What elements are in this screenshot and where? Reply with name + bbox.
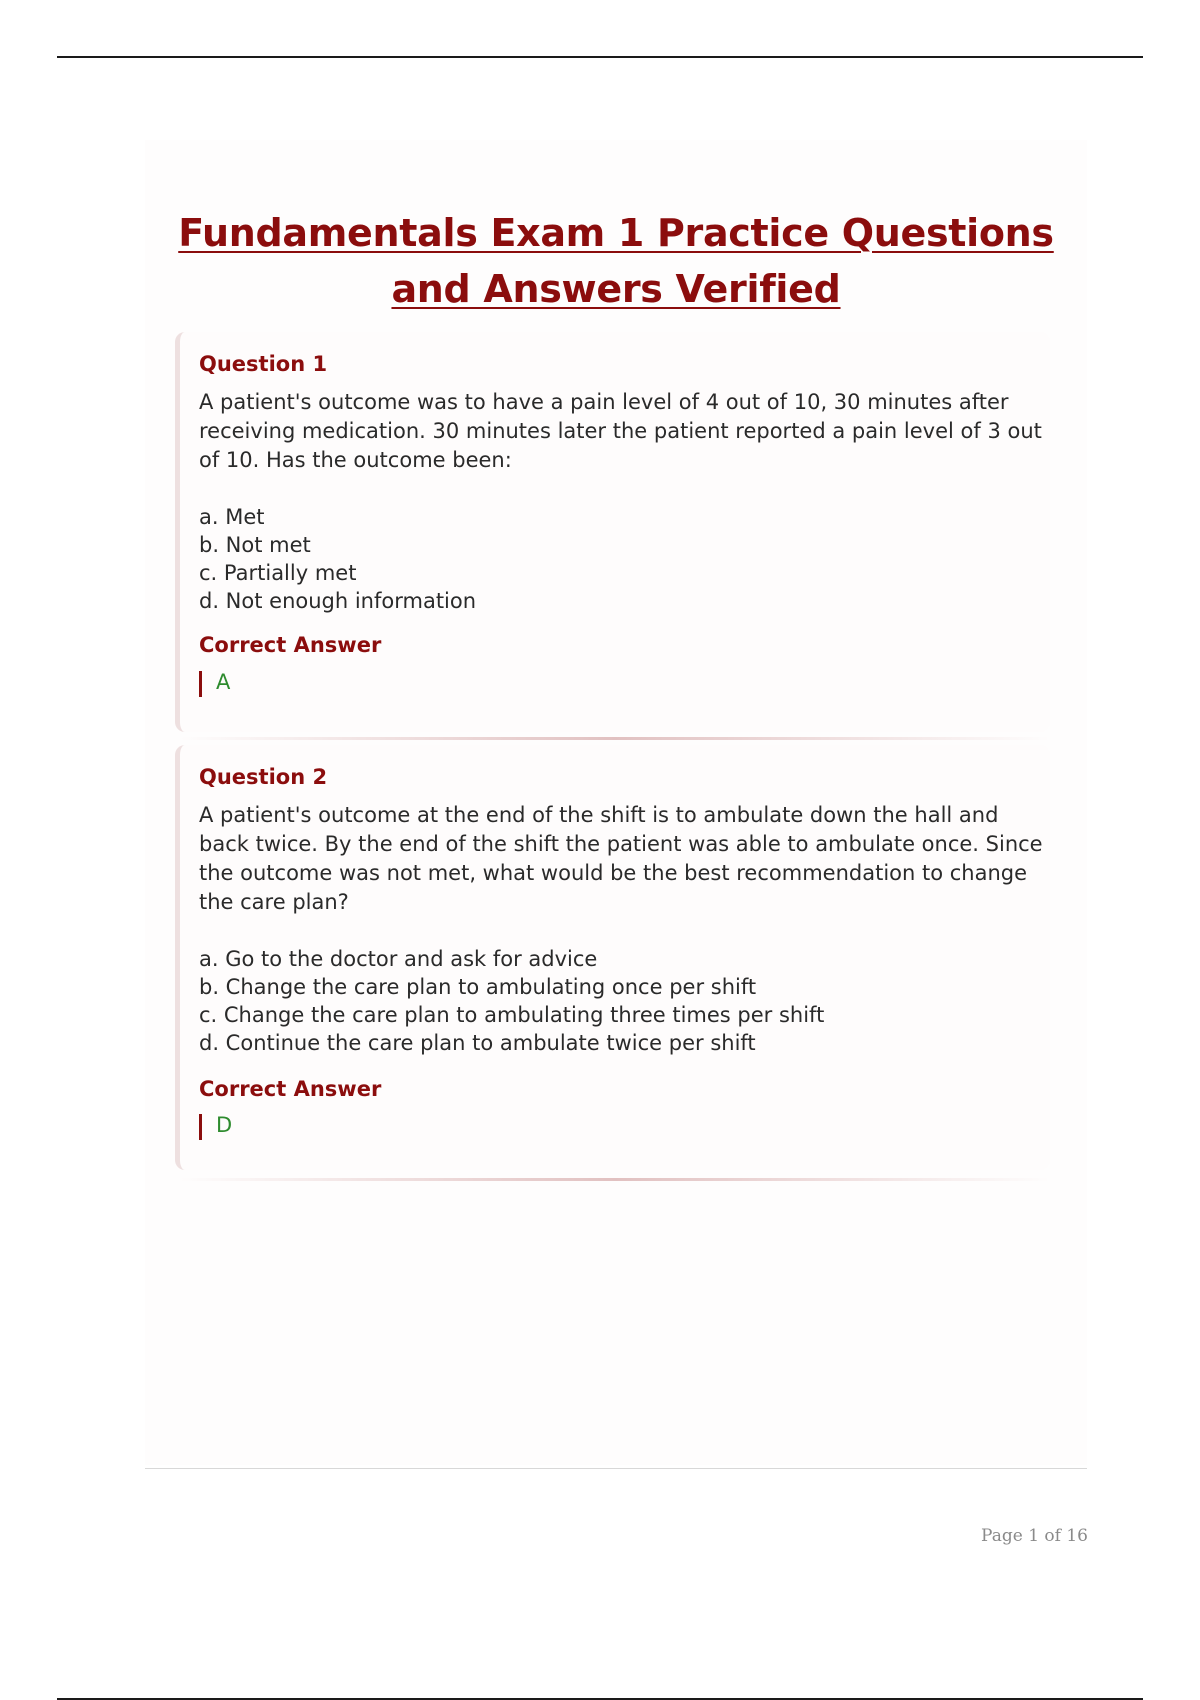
answer-marker: [199, 671, 202, 697]
question-card-1-divider: [180, 737, 1050, 740]
option-item: d. Continue the care plan to ambulate twice per shift: [199, 1031, 756, 1055]
option-item: c. Partially met: [199, 561, 357, 585]
question-1-correct-answer-label: Correct Answer: [199, 633, 382, 657]
question-2-label: Question 2: [199, 765, 328, 789]
top-rule: [57, 56, 1143, 58]
question-1-correct-answer-value: A: [216, 670, 231, 694]
answer-marker: [199, 1114, 202, 1140]
footer-rule: [145, 1468, 1087, 1469]
question-1-text: A patient's outcome was to have a pain level of 4 out of 10, 30 minutes after receiving medication. 30 minutes later the patient reported a pain level of 3 out of 10. Has the outcome been:: [199, 390, 1042, 472]
option-item: d. Not enough information: [199, 589, 477, 613]
option-item: c. Change the care plan to ambulating three times per shift: [199, 1003, 825, 1027]
option-item: b. Not met: [199, 533, 311, 557]
option-item: b. Change the care plan to ambulating once per shift: [199, 975, 757, 999]
option-item: a. Met: [199, 505, 265, 529]
question-2-options: [199, 945, 1049, 1057]
question-1-label: Question 1: [199, 352, 328, 376]
question-2-correct-answer-label: Correct Answer: [199, 1077, 382, 1101]
document-title: Fundamentals Exam 1 Practice Questions and Answers Verified: [178, 211, 1054, 311]
question-1-options: [199, 503, 1049, 615]
question-2-text: A patient's outcome at the end of the shift is to ambulate down the hall and back twice. By the end of the shift the patient was able to ambulate once. Since the outcome was not met, what would be the best recommendation to change the care plan?: [199, 803, 1043, 914]
option-item: a. Go to the doctor and ask for advice: [199, 947, 598, 971]
page-number: Page 1 of 16: [981, 1526, 1088, 1546]
question-2-correct-answer-value: D: [216, 1113, 233, 1137]
question-card-2-divider: [180, 1178, 1050, 1181]
